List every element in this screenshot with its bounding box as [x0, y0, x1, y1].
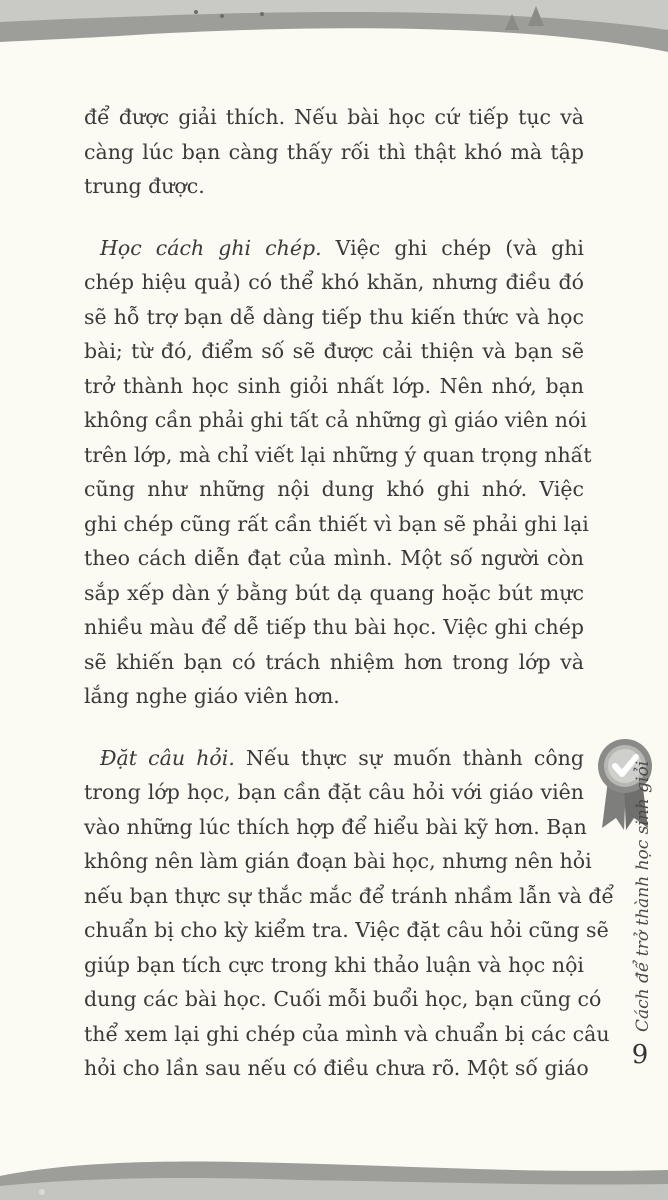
text-line: chuẩn bị cho kỳ kiểm tra. Việc đặt câu hỏi cũng sẽ — [84, 918, 609, 942]
text-line: Đặt câu hỏi. Nếu thực sự muốn thành công — [100, 745, 584, 770]
text-line: chép hiệu quả) có thể khó khăn, nhưng điều đó — [84, 270, 584, 294]
bottom-decorative-band — [0, 1152, 668, 1200]
text-line: cũng như những nội dung khó ghi nhớ. Việc — [84, 477, 584, 501]
text-line: lắng nghe giáo viên hơn. — [84, 684, 340, 708]
text-line: càng lúc bạn càng thấy rối thì thật khó mà tập — [84, 139, 584, 164]
text-line: nhiều màu để dễ tiếp thu bài học. Việc ghi chép — [84, 615, 584, 639]
text-line: thể xem lại ghi chép của mình và chuẩn bị các câu — [84, 1021, 610, 1046]
page-number: 9 — [631, 1040, 649, 1070]
text-line: trở thành học sinh giỏi nhất lớp. Nên nhớ, bạn — [84, 373, 584, 398]
text-line: Học cách ghi chép. Việc ghi chép (và ghi — [100, 235, 584, 260]
text-line: bài; từ đó, điểm số sẽ được cải thiện và bạn sẽ — [84, 339, 584, 363]
paragraph-heading-asking-questions: Đặt câu hỏi. — [100, 745, 235, 770]
paragraph-heading-note-taking: Học cách ghi chép. — [100, 235, 322, 260]
text-line: giúp bạn tích cực trong khi thảo luận và học nội — [84, 952, 584, 977]
text-line: sẽ khiến bạn có trách nhiệm hơn trong lớp và — [84, 649, 584, 674]
text-line: trung được. — [84, 174, 205, 198]
text-line: để được giải thích. Nếu bài học cứ tiếp tục và — [84, 105, 584, 129]
text-line: dung các bài học. Cuối mỗi buổi học, bạn cũng có — [84, 987, 602, 1011]
text-line: vào những lúc thích hợp để hiểu bài kỹ hơn. Bạn — [84, 814, 587, 839]
text-line: không cần phải ghi tất cả những gì giáo viên nói — [84, 408, 587, 432]
paragraph-explanation — [84, 100, 584, 204]
text-line: theo cách diễn đạt của mình. Một số người còn — [84, 546, 584, 570]
text-line: hỏi cho lần sau nếu có điều chưa rõ. Một số giáo — [84, 1056, 589, 1080]
text-line: trong lớp học, bạn cần đặt câu hỏi với giáo viên — [84, 780, 584, 804]
text-line: không nên làm gián đoạn bài học, nhưng nên hỏi — [84, 849, 592, 873]
paragraph-note-taking — [84, 231, 592, 714]
paragraph-asking-questions — [84, 741, 615, 1086]
text-line: trên lớp, mà chỉ viết lại những ý quan trọng nhất — [84, 442, 592, 467]
text-line: sẽ hỗ trợ bạn dễ dàng tiếp thu kiến thức và học — [84, 304, 584, 329]
text-line: ghi chép cũng rất cần thiết vì bạn sẽ phải ghi lại — [84, 511, 589, 536]
running-title: Cách để trở thành học sinh giỏi — [633, 760, 653, 1032]
text-line: nếu bạn thực sự thắc mắc để tránh nhầm lẫn và để — [84, 883, 615, 908]
top-decorative-band — [0, 0, 668, 58]
body-text — [84, 100, 615, 1086]
text-line: sắp xếp dàn ý bằng bút dạ quang hoặc bút mực — [84, 580, 584, 605]
